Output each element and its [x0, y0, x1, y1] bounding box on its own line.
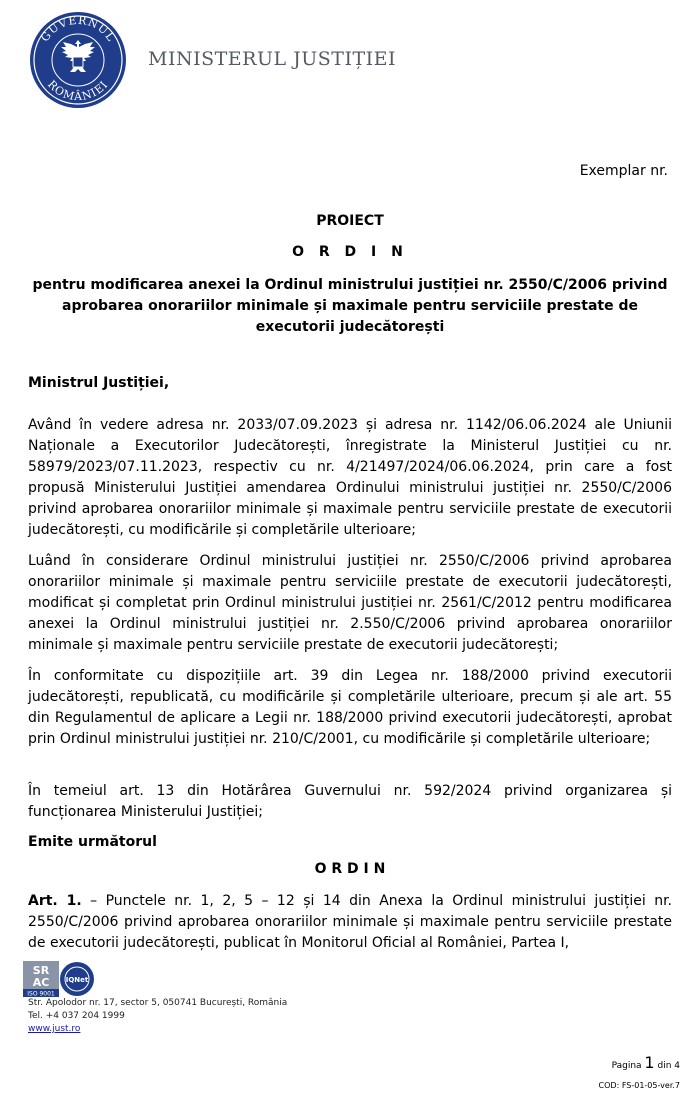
order-subtitle: pentru modificarea anexei la Ordinul ministrului justiției nr. 2550/C/2006 privind aprobarea onorariilor minimale și maximale pentru serviciile prestate de executorii judecătorești: [32, 277, 668, 335]
iqnet-certification-logo: [58, 960, 96, 998]
svg-text:ROMÂNIEI: ROMÂNIEI: [45, 77, 111, 104]
issuer-heading: Ministrul Justiției,: [28, 375, 170, 391]
government-seal-logo: [28, 10, 128, 110]
paragraph-preamble-1: Având în vedere adresa nr. 2033/07.09.2023 și adresa nr. 1142/06.06.2024 ale Uniunii Naționale a Executorilor Judecătorești, înregistrate la Ministerul Justiției cu nr. 58979/2023/07.11.2023, respectiv cu nr. 4/21497/2024/06.06.2024, prin care a fost propusă Ministerului Justiției amendarea Ordinului ministrului justiției nr. 2550/C/2006 privind aprobarea onorariilor minimale și maximale pentru serviciile prestate de executorii judecătorești, cu modificările și completările ulterioare;: [28, 417, 672, 538]
page-indicator: [612, 1053, 680, 1072]
issues-heading: Emite următorul: [28, 834, 157, 850]
article-1: [28, 891, 672, 954]
svg-text:AC: AC: [32, 976, 50, 989]
article-1-label: Art. 1.: [28, 893, 82, 909]
svg-text:IQNet: IQNet: [65, 976, 89, 984]
document-code: COD: FS-01-05-ver.7: [598, 1081, 680, 1090]
page-number: 1: [644, 1053, 655, 1072]
order-title-2: O R D I N: [314, 861, 386, 877]
order-title: O R D I N: [292, 244, 408, 260]
footer-website-link[interactable]: www.just.ro: [28, 1024, 81, 1034]
paragraph-preamble-4: În temeiul art. 13 din Hotărârea Guvernului nr. 592/2024 privind organizarea și funcționarea Ministerului Justiției;: [28, 783, 672, 820]
footer-phone: Tel. +4 037 204 1999: [28, 1011, 125, 1021]
exemplar-number-label: Exemplar nr.: [579, 163, 668, 179]
ministry-name: MINISTERUL JUSTIȚIEI: [148, 48, 397, 70]
svg-text:SR: SR: [32, 964, 50, 977]
footer-address-block: [28, 997, 287, 1036]
page-total: din 4: [657, 1061, 680, 1071]
paragraph-preamble-3: În conformitate cu dispozițiile art. 39 din Legea nr. 188/2000 privind executorii judecătorești, republicată, cu modificările și completările ulterioare, precum și ale art. 55 din Regulamentul de aplicare a Legii nr. 188/2000 privind executorii judecătorești, aprobat prin Ordinul ministrului justiției nr. 210/C/2001, cu modificările și completările ulterioare;: [28, 668, 672, 747]
footer-address: Str. Apolodor nr. 17, sector 5, 050741 București, România: [28, 998, 288, 1008]
paragraph-preamble-2: Luând în considerare Ordinul ministrului justiției nr. 2550/C/2006 privind aprobarea onorariilor minimale și maximale pentru serviciile prestate de executorii judecătorești, modificat și completat prin Ordinul ministrului justiției nr. 2561/C/2012 pentru modificarea anexei la Ordinul ministrului justiției nr. 2.550/C/2006 privind aprobarea onorariilor minimale și maximale pentru serviciile prestate de executorii judecătorești;: [28, 553, 672, 653]
draft-label: PROIECT: [316, 213, 384, 229]
srac-certification-logo: [22, 960, 60, 998]
svg-text:ISO 9001: ISO 9001: [27, 990, 55, 998]
page-label: Pagina: [611, 1061, 642, 1071]
svg-text:GUVERNUL: GUVERNUL: [38, 13, 118, 45]
article-1-text: – Punctele nr. 1, 2, 5 – 12 și 14 din Anexa la Ordinul ministrului justiției nr. 2550/C/2006 privind aprobarea onorariilor minimale și maximale pentru serviciile prestate de executorii judecătorești, publicat în Monitorul Oficial al României, Partea I,: [28, 893, 672, 951]
